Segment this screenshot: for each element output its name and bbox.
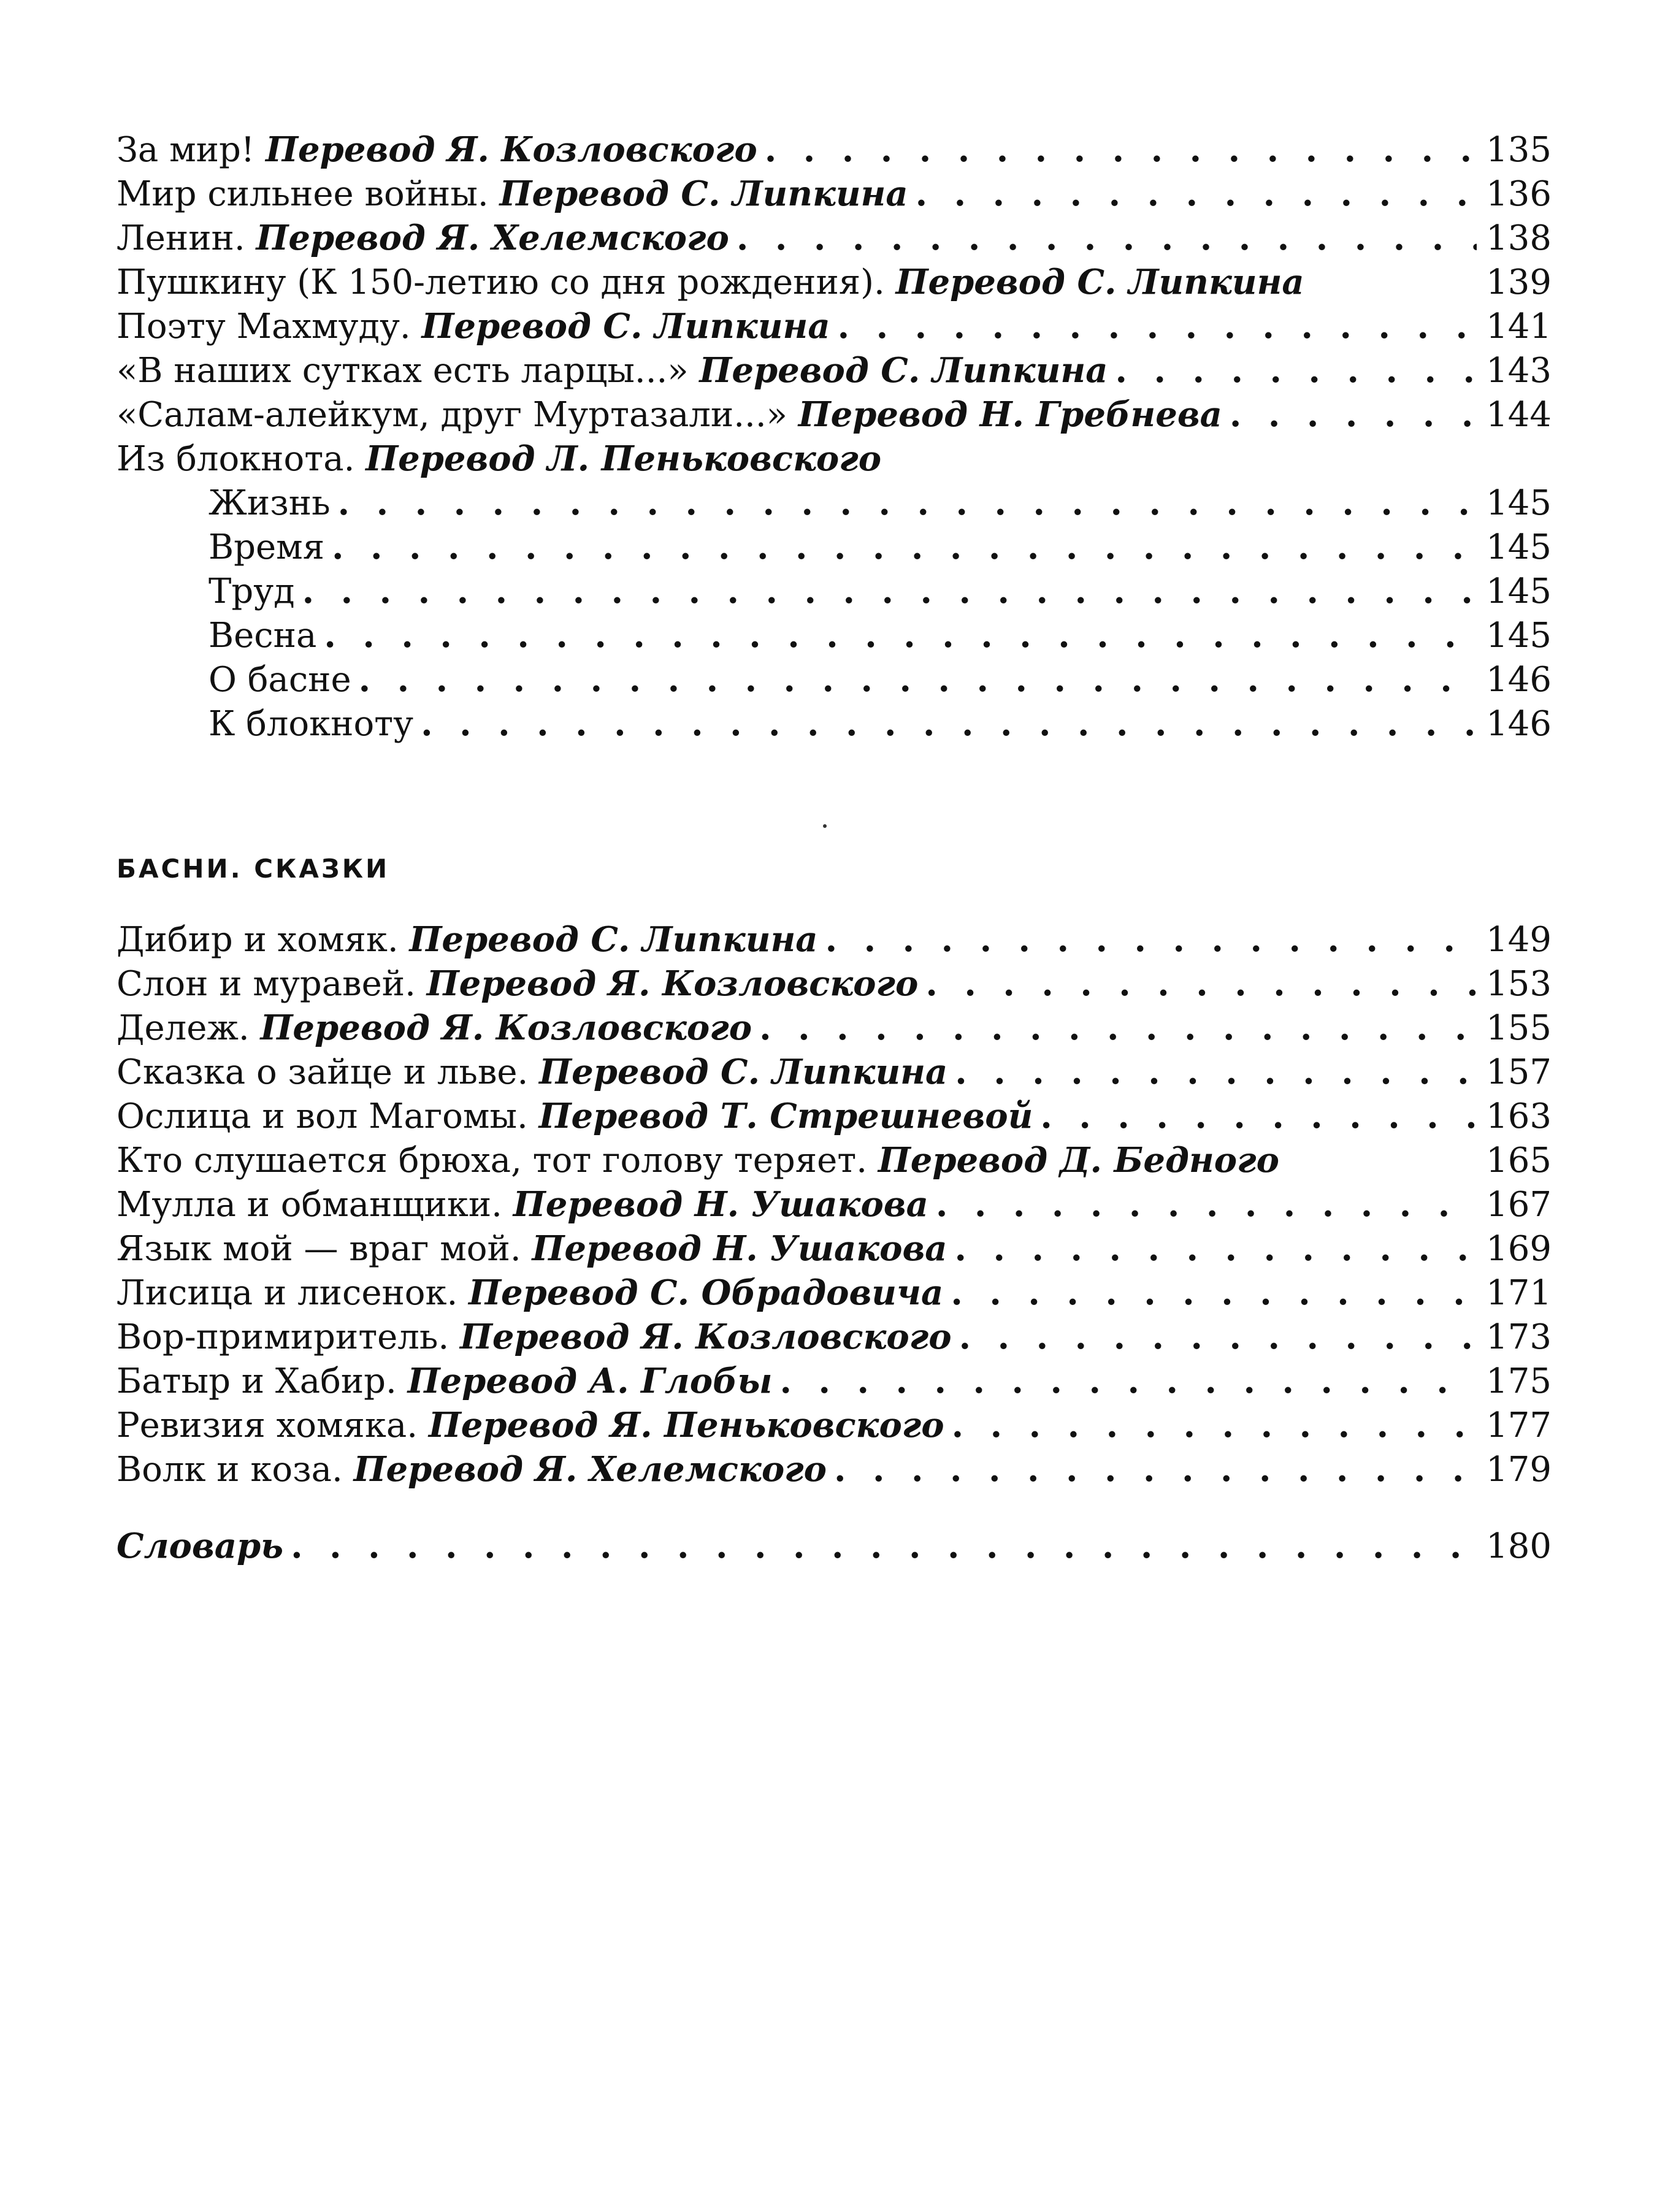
subentry-title: Труд: [209, 572, 295, 611]
dot-leader: [359, 657, 1477, 702]
subentry-page-number: 145: [1486, 572, 1552, 611]
dot-leader: [925, 962, 1477, 1006]
entry-translator: Перевод Я. Хелемского: [353, 1449, 827, 1490]
entry-title: Волк и коза.: [117, 1450, 343, 1490]
entry-page-number: 136: [1486, 174, 1552, 214]
dot-leader: [838, 304, 1477, 349]
entry-translator: Перевод Н. Ушакова: [532, 1228, 947, 1269]
subentry-page-number: 145: [1486, 616, 1552, 656]
entry-page-number: 141: [1486, 307, 1552, 346]
subentry-title: К блокноту: [209, 704, 414, 744]
toc-entry: [117, 128, 1552, 172]
entry-translator: Перевод С. Липкина: [409, 919, 818, 960]
toc-entry: [117, 1403, 1552, 1447]
dot-leader: [780, 1359, 1477, 1404]
toc-entry: [117, 1447, 1552, 1491]
toc-entry: [117, 437, 1552, 481]
dot-leader: [952, 1403, 1477, 1448]
entry-title: Ленин.: [117, 218, 245, 258]
entry-page-number: 165: [1486, 1141, 1552, 1181]
entry-title: Вор-примиритель.: [117, 1317, 450, 1357]
toc-entry: [117, 348, 1552, 392]
toc-entry: [117, 1138, 1552, 1182]
entry-translator: Перевод Я. Пеньковского: [428, 1405, 944, 1445]
subentry-page-number: 146: [1486, 660, 1552, 700]
entry-title: Поэту Махмуду.: [117, 307, 411, 346]
entry-page-number: 157: [1486, 1052, 1552, 1092]
entry-translator: Перевод Н. Гребнева: [798, 394, 1222, 435]
entry-title: Ревизия хомяка.: [117, 1406, 418, 1445]
entry-title: Ослица и вол Магомы.: [117, 1096, 528, 1136]
entry-translator: Перевод А. Глобы: [407, 1361, 773, 1401]
toc-section-2: [117, 917, 1552, 1491]
subentry-title: Весна: [209, 616, 317, 656]
dot-leader: [1116, 348, 1477, 393]
entry-page-number: 138: [1486, 218, 1552, 258]
entry-translator: Перевод С. Липкина: [421, 306, 830, 346]
dot-leader: [955, 1050, 1477, 1095]
toc-entry: [117, 1006, 1552, 1050]
dot-leader: [765, 128, 1477, 172]
toc-subentry: [117, 702, 1552, 746]
entry-title: Мир сильнее войны.: [117, 174, 489, 214]
entry-page-number: 167: [1486, 1185, 1552, 1225]
entry-title: Сказка о зайце и льве.: [117, 1052, 529, 1092]
toc-subentry: [117, 657, 1552, 702]
entry-title: Батыр и Хабир.: [117, 1361, 397, 1401]
glossary-entry: [117, 1526, 1552, 1570]
entry-translator: Перевод С. Липкина: [699, 350, 1108, 391]
dot-leader: [1230, 392, 1477, 437]
dot-leader: [759, 1006, 1477, 1051]
dot-leader: [324, 613, 1477, 658]
entry-translator: Перевод С. Липкина: [499, 174, 908, 214]
entry-page-number: 144: [1486, 395, 1552, 435]
entry-page-number: 175: [1486, 1361, 1552, 1401]
entry-title: За мир!: [117, 130, 255, 170]
toc-entry: [117, 1271, 1552, 1315]
entry-title: Дележ.: [117, 1008, 250, 1048]
dot-leader: [825, 917, 1477, 962]
dot-leader: [332, 525, 1477, 570]
entry-page-number: 177: [1486, 1406, 1552, 1445]
subentry-page-number: 146: [1486, 704, 1552, 744]
entry-title: Язык мой — враг мой.: [117, 1229, 521, 1269]
entry-title: Мулла и обманщики.: [117, 1185, 502, 1225]
toc-entry: [117, 1315, 1552, 1359]
entry-title: Из блокнота.: [117, 439, 355, 479]
dot-leader: [955, 1227, 1477, 1271]
entry-page-number: 149: [1486, 920, 1552, 960]
entry-page-number: 171: [1486, 1273, 1552, 1313]
dot-leader: [951, 1271, 1477, 1315]
entry-title: Кто слушается брюха, тот голову теряет.: [117, 1141, 867, 1181]
entry-page-number: 143: [1486, 351, 1552, 391]
subentry-page-number: 145: [1486, 483, 1552, 523]
toc-entry: [117, 917, 1552, 962]
entry-translator: Перевод Д. Бедного: [878, 1140, 1279, 1181]
entry-title: «Салам-алейкум, друг Муртазали...»: [117, 395, 787, 435]
dot-leader: [737, 216, 1477, 261]
entry-title: Пушкину (К 150-летию со дня рождения).: [117, 262, 885, 302]
toc-entry: [117, 304, 1552, 348]
toc-entry: [117, 1359, 1552, 1403]
section-heading: БАСНИ. СКАЗКИ: [117, 854, 390, 884]
entry-translator: Перевод Я. Козловского: [266, 129, 757, 170]
entry-translator: Перевод С. Липкина: [895, 262, 1304, 302]
entry-translator: Перевод Я. Козловского: [426, 963, 919, 1004]
toc-entry: [117, 1227, 1552, 1271]
toc-entry: [117, 962, 1552, 1006]
toc-entry: [117, 1182, 1552, 1227]
entry-title: «В наших сутках есть ларцы...»: [117, 351, 689, 391]
entry-translator: Перевод Я. Козловского: [260, 1008, 752, 1048]
toc-entry: [117, 260, 1552, 304]
subentry-title: Время: [209, 527, 325, 567]
toc-entry: [117, 1050, 1552, 1094]
toc-entry: [117, 1094, 1552, 1138]
dot-leader: [959, 1315, 1477, 1360]
dot-leader: [834, 1447, 1477, 1492]
toc-subentry: [117, 569, 1552, 613]
entry-translator: Перевод С. Липкина: [539, 1052, 948, 1092]
entry-translator: Перевод Я. Козловского: [459, 1317, 952, 1357]
toc-section-1: [117, 128, 1552, 746]
entry-page-number: 135: [1486, 130, 1552, 170]
entry-translator: Перевод Т. Стрешневой: [538, 1096, 1033, 1136]
entry-title: Дибир и хомяк.: [117, 920, 399, 960]
subentry-title: Жизнь: [209, 483, 331, 523]
print-speck: [823, 824, 827, 828]
dot-leader: [916, 172, 1477, 216]
toc-entry: [117, 392, 1552, 437]
entry-title: Слон и муравей.: [117, 964, 416, 1004]
dot-leader: [421, 702, 1477, 746]
entry-page-number: 153: [1486, 964, 1552, 1004]
toc-subentry: [117, 525, 1552, 569]
entry-page-number: 173: [1486, 1317, 1552, 1357]
toc-entry: [117, 1526, 1552, 1570]
entry-translator: Перевод Н. Ушакова: [513, 1184, 928, 1225]
dot-leader: [338, 481, 1477, 526]
entry-translator: Перевод Я. Хелемского: [256, 218, 729, 258]
entry-page-number: 155: [1486, 1008, 1552, 1048]
entry-translator: Перевод Л. Пеньковского: [365, 438, 882, 479]
entry-page-number: 163: [1486, 1096, 1552, 1136]
entry-translator: Перевод С. Обрадовича: [469, 1272, 944, 1313]
dot-leader: [1040, 1094, 1477, 1139]
entry-page-number: 139: [1486, 262, 1552, 302]
subentry-page-number: 145: [1486, 527, 1552, 567]
dot-leader: [291, 1526, 1477, 1566]
entry-title: Лисица и лисенок.: [117, 1273, 458, 1313]
entry-page-number: 169: [1486, 1229, 1552, 1269]
toc-entry: [117, 216, 1552, 260]
dot-leader: [302, 569, 1477, 614]
toc-entry: [117, 172, 1552, 216]
dot-leader: [936, 1182, 1477, 1227]
toc-subentry: [117, 481, 1552, 525]
toc-subentry: [117, 613, 1552, 657]
glossary-page-number: 180: [1486, 1526, 1552, 1566]
glossary-title: Словарь: [117, 1526, 284, 1566]
subentry-title: О басне: [209, 660, 351, 700]
entry-page-number: 179: [1486, 1450, 1552, 1490]
